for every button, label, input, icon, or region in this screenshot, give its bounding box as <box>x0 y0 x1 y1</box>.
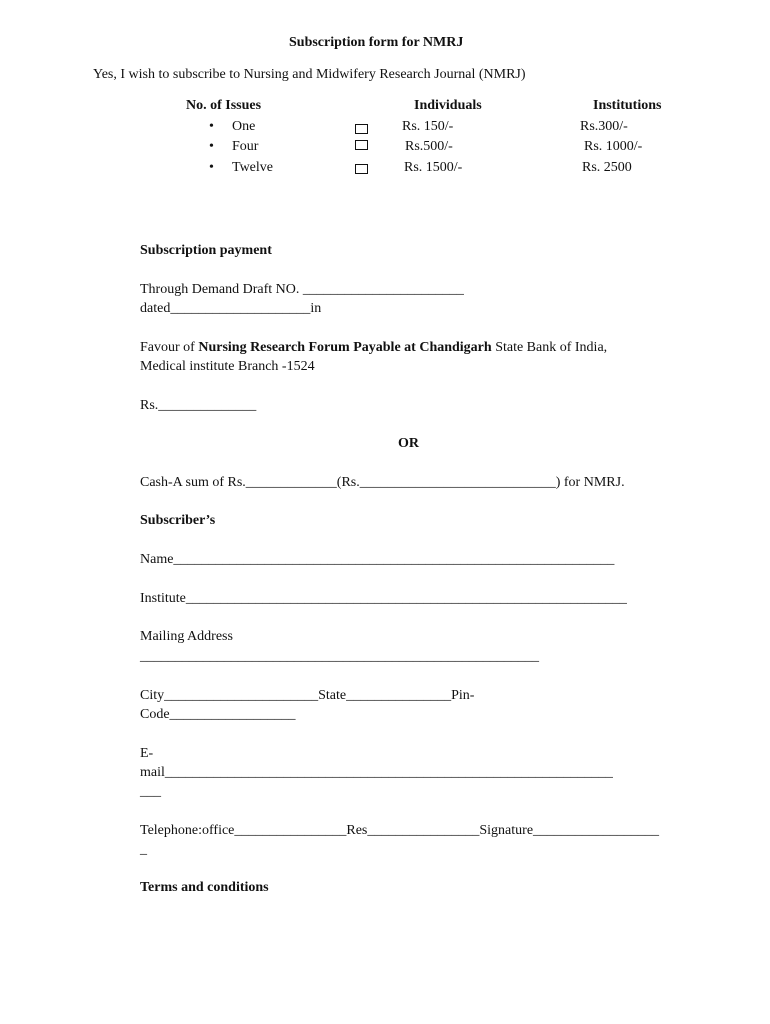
cash-field[interactable]: Cash-A sum of Rs._____________(Rs.____________________________) for NMRJ. <box>140 475 625 490</box>
demand-draft-field[interactable]: Through Demand Draft NO. _______________________ <box>140 282 464 297</box>
payment-heading: Subscription payment <box>140 243 272 258</box>
favour-bold: Nursing Research Forum Payable at Chandigarh <box>198 340 492 355</box>
email-label: E- <box>140 746 154 761</box>
institution-price-twelve: Rs. 2500 <box>582 160 632 175</box>
individual-price-four: Rs.500/- <box>405 139 453 154</box>
intro-text: Yes, I wish to subscribe to Nursing and Midwifery Research Journal (NMRJ) <box>93 67 526 82</box>
institute-field[interactable]: Institute_______________________________________________________________ <box>140 591 627 606</box>
individual-price-one: Rs. 150/- <box>402 119 454 134</box>
issues-four: • Four <box>232 138 258 155</box>
name-field[interactable]: Name_______________________________________________________________ <box>140 552 615 567</box>
telephone-continuation: _ <box>140 842 147 857</box>
header-issues: No. of Issues <box>186 98 262 113</box>
individual-price-twelve: Rs. 1500/- <box>404 160 463 175</box>
issues-one: • One <box>232 118 255 135</box>
telephone-signature-field[interactable]: Telephone:office________________Res________________Signature__________________ <box>140 823 660 838</box>
terms-heading: Terms and conditions <box>140 880 269 895</box>
header-individuals: Individuals <box>414 98 482 113</box>
form-title: Subscription form for NMRJ <box>289 35 464 50</box>
branch-text: Medical institute Branch -1524 <box>140 359 315 374</box>
email-field[interactable]: mail________________________________________________________________ <box>140 765 613 780</box>
checkbox-twelve[interactable] <box>355 164 368 174</box>
amount-field[interactable]: Rs.______________ <box>140 398 257 413</box>
favour-prefix: Favour of <box>140 340 199 355</box>
favour-suffix: State Bank of India, <box>491 340 608 355</box>
mailing-address-field[interactable]: _________________________________________________________ <box>140 649 539 664</box>
institution-price-one: Rs.300/- <box>580 119 628 134</box>
subscriber-heading: Subscriber’s <box>140 513 216 528</box>
dated-field[interactable]: dated____________________in <box>140 301 322 316</box>
checkbox-four[interactable] <box>355 140 368 150</box>
pin-code-field[interactable]: Code__________________ <box>140 707 296 722</box>
email-field-continuation: ___ <box>140 784 161 799</box>
or-separator: OR <box>398 436 419 451</box>
favour-text <box>140 339 607 356</box>
issues-twelve: • Twelve <box>232 159 273 176</box>
mailing-address-label: Mailing Address <box>140 629 233 644</box>
header-institutions: Institutions <box>593 98 662 113</box>
city-state-pin-field[interactable]: City______________________State_______________Pin- <box>140 688 475 703</box>
checkbox-one[interactable] <box>355 124 368 134</box>
institution-price-four: Rs. 1000/- <box>584 139 643 154</box>
